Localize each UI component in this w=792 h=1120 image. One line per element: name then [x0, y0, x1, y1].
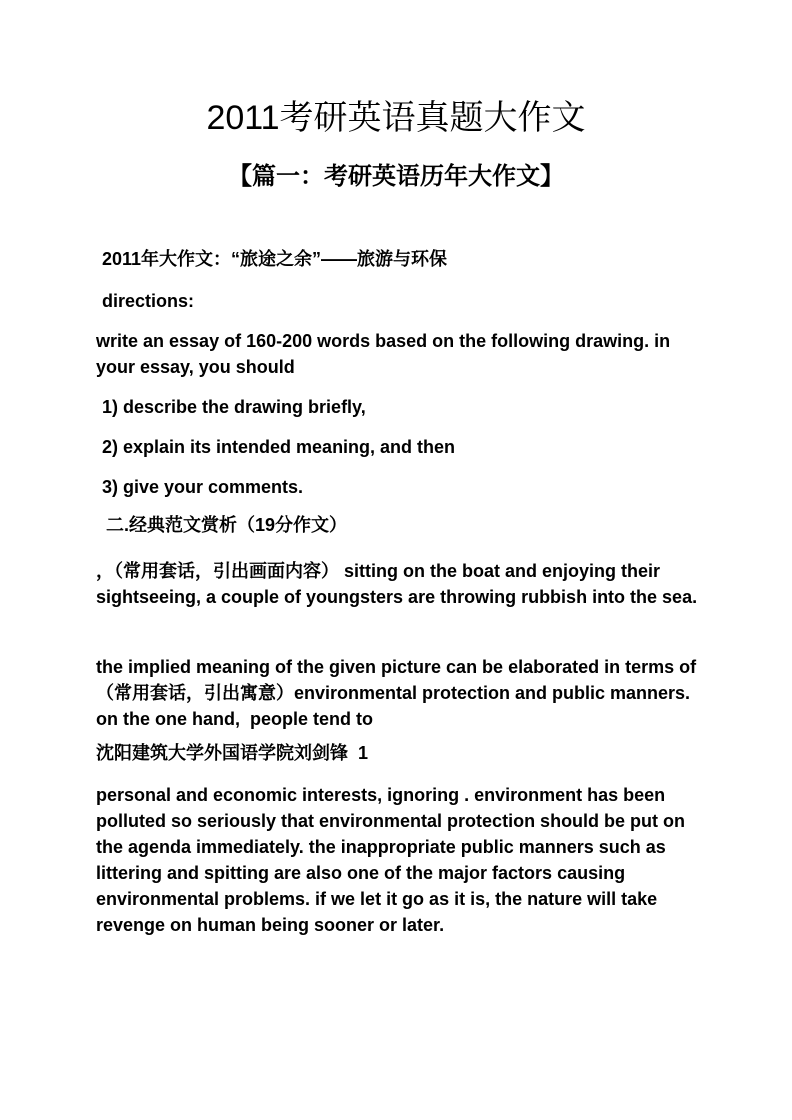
directions-label: directions: [102, 291, 195, 311]
essay-topic-heading: 2011年大作文：“旅途之余”——旅游与环保 [102, 249, 448, 269]
instruction-item-1: 1) describe the drawing briefly, [102, 397, 366, 417]
page-footer-note: 沈阳建筑大学外国语学院刘剑锋 1 [96, 743, 369, 763]
directions-text: write an essay of 160-200 words based on the following drawing. in your essay, you should [96, 331, 676, 377]
document-title: 2011考研英语真题大作文 [206, 99, 586, 137]
essay-paragraph-2: the implied meaning of the given picture can be elaborated in terms of （常用套话，引出寓意）environmental protection and public manners. on the one hand, people tend to [96, 657, 702, 729]
essay-paragraph-1: ，（常用套话，引出画面内容） sitting on the boat and enjoying their sightseeing, a couple of youngsters are throwing rubbish into the sea. [96, 561, 698, 607]
sample-essay-heading: 二.经典范文赏析（19分作文） [106, 515, 348, 535]
instruction-item-3: 3) give your comments. [102, 477, 304, 497]
document-subtitle: 【篇一：考研英语历年大作文】 [228, 163, 564, 190]
instruction-item-2: 2) explain its intended meaning, and then [102, 437, 456, 457]
essay-paragraph-3: personal and economic interests, ignoring . environment has been polluted so seriously that environmental protection should be put on the agenda immediately. the inappropriate public manners such as littering and spitting are also one of the major factors causing environmental problems. if we let it go as it is, the nature will take revenge on human being sooner or later. [96, 785, 691, 935]
